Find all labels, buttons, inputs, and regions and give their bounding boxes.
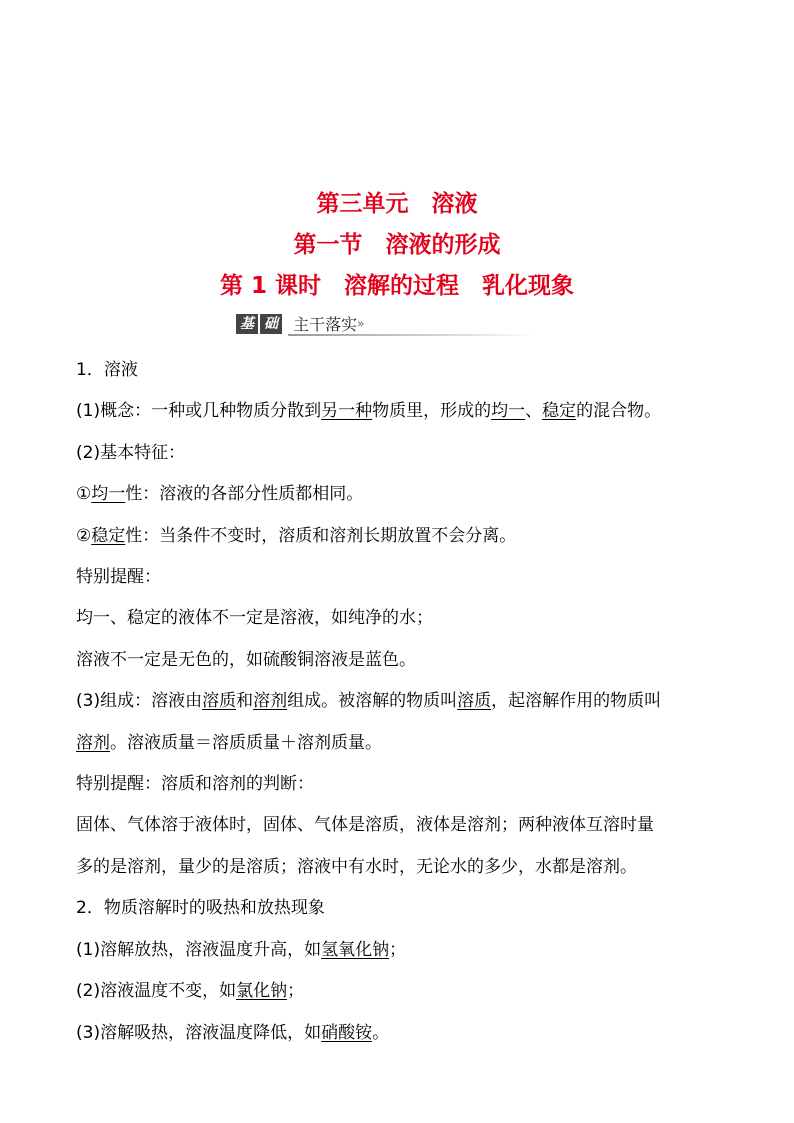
section-banner [236,312,536,336]
text-line [76,474,726,515]
text-line [76,847,726,888]
text-segment: 多的是溶剂，量少的是溶质；溶液中有水时，无论水的多少，水都是溶剂。 [76,856,637,877]
text-segment: (2)溶液温度不变，如 [76,981,237,1002]
text-line [76,971,726,1012]
text-segment: (2)基本特征： [76,442,186,463]
title-block [0,184,794,307]
answer-blank: 均一 [91,484,126,505]
text-line [76,723,726,764]
text-line [76,433,726,474]
text-segment: 特别提醒：溶质和溶剂的判断： [76,774,314,795]
answer-blank: 稳定 [542,401,577,422]
badge-chu: 础 [260,314,282,334]
lesson-title: 第 1 课时 溶解的过程 乳化现象 [219,273,575,299]
double-chevron-icon: » [357,316,365,331]
text-segment: 均一、稳定的液体不一定是溶液，如纯净的水； [76,608,433,629]
text-segment: 固体、气体溶于液体时，固体、气体是溶质，液体是溶剂；两种液体互溶时量 [76,815,654,836]
badge-ji: 基 [236,314,258,334]
text-line [76,681,726,722]
answer-blank: 溶质 [202,691,237,712]
text-line [76,557,726,598]
unit-title: 第三单元 溶液 [316,191,478,217]
text-segment: 的混合物。 [576,401,662,422]
text-segment: (1)概念：一种或几种物质分散到 [76,401,322,422]
text-segment: 。 [372,1022,390,1043]
text-line [76,598,726,639]
text-segment: 1．溶液 [76,360,138,380]
text-segment: 溶液不一定是无色的，如硫酸铜溶液是蓝色。 [76,649,416,670]
text-line [76,350,726,391]
text-segment: (1)溶解放热，溶液温度升高，如 [76,939,322,960]
answer-blank: 溶质 [457,691,492,712]
text-line [76,516,726,557]
text-segment: ，起溶解作用的物质叫 [491,691,662,712]
text-line [76,888,726,929]
text-segment: 性：溶液的各部分性质都相同。 [125,484,364,505]
answer-blank: 均一 [491,401,526,422]
text-segment: 组成。被溶解的物质叫 [287,691,458,712]
text-segment: 特别提醒： [76,567,161,588]
text-segment: ② [76,525,92,546]
answer-blank: 硝酸铵 [321,1022,373,1043]
banner-label: 主干落实 [293,315,358,334]
answer-blank: 溶剂 [253,691,288,712]
text-segment: 2．物质溶解时的吸热和放热现象 [76,898,325,919]
text-line [76,764,726,805]
banner-divider [288,334,538,336]
answer-blank: 溶剂 [76,732,110,753]
answer-blank: 另一种 [321,401,373,422]
answer-blank: 氢氧化钠 [321,939,390,960]
text-segment: 、 [525,401,543,422]
answer-blank: 氯化钠 [236,981,288,1002]
text-line [76,1013,726,1054]
text-line [76,930,726,971]
text-segment: (3)溶解吸热，溶液温度降低，如 [76,1022,322,1043]
answer-blank: 稳定 [91,525,126,546]
text-segment: 和 [236,691,254,712]
text-segment: 物质里，形成的 [372,401,492,422]
section-title: 第一节 溶液的形成 [293,232,501,258]
text-segment: 性：当条件不变时，溶质和溶剂长期放置不会分离。 [125,525,517,546]
text-segment: ； [287,981,305,1002]
text-line [76,391,726,432]
text-line [76,805,726,846]
text-line [76,640,726,681]
body-text [76,350,726,1054]
text-segment: ； [389,939,407,960]
text-segment: 。溶液质量＝溶质质量＋溶剂质量。 [110,732,382,753]
text-segment: ① [76,484,92,505]
text-segment: (3)组成：溶液由 [76,691,203,712]
